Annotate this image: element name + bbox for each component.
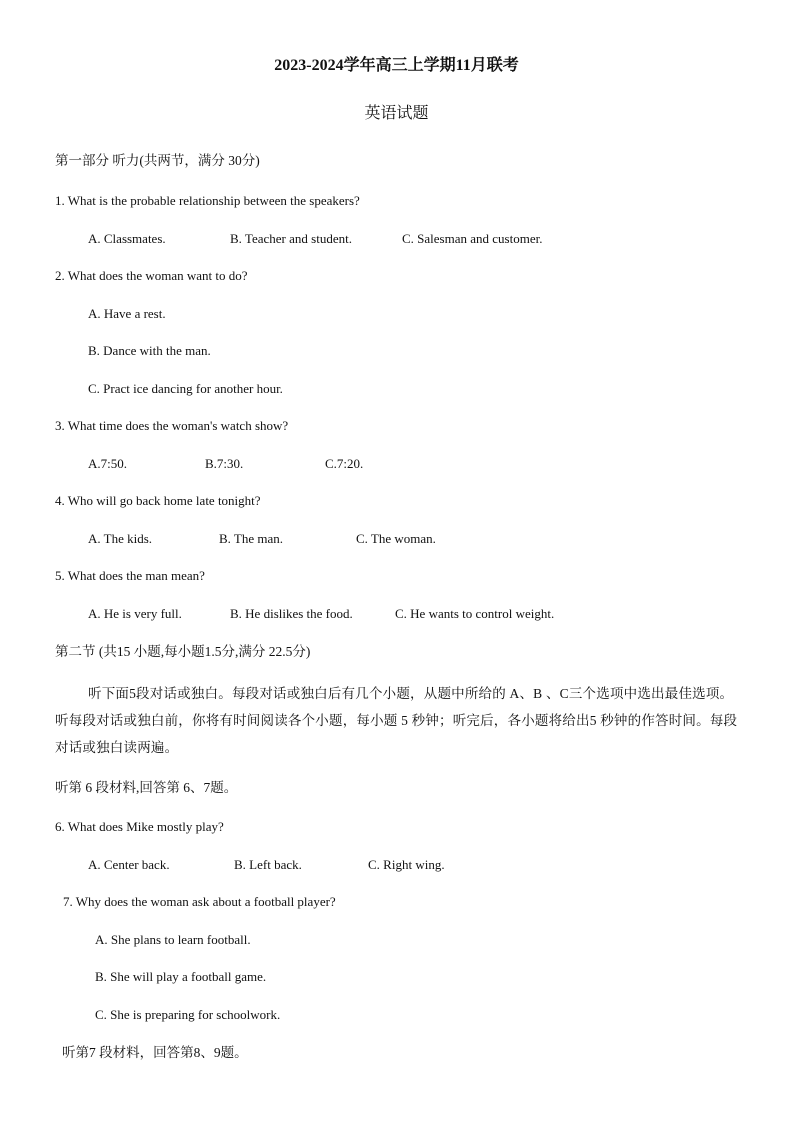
question-5-option-b: B. He dislikes the food.	[230, 606, 353, 621]
question-4-option-b: B. The man.	[219, 531, 284, 546]
question-6-stem: 6. What does Mike mostly play?	[55, 819, 224, 834]
question-5-option-c: C. He wants to control weight.	[395, 606, 555, 621]
question-2-option-c: C. Pract ice dancing for another hour.	[88, 381, 283, 396]
section-2-instructions: 听下面5段对话或独白。每段对话或独白后有几个小题，从题中所给的 A、B 、C三个选项中选出最佳选项。听每段对话或独白前，你将有时间阅读各个小题，每小题 5 秒钟；听完后，各小题将给出5 秒钟的作答时间。每段对话或独白读两遍。	[55, 686, 738, 755]
question-7-option-c: C. She is preparing for schoolwork.	[95, 1007, 281, 1022]
question-1-option-a: A. Classmates.	[88, 231, 166, 246]
question-7-stem: 7. Why does the woman ask about a football player?	[63, 894, 336, 909]
question-2-stem: 2. What does the woman want to do?	[55, 268, 248, 283]
section-2-heading: 第二节 (共15 小题,每小题1.5分,满分 22.5分)	[55, 644, 311, 659]
exam-title: 2023-2024学年高三上学期11月联考	[274, 57, 519, 74]
question-7-option-b: B. She will play a football game.	[95, 969, 267, 984]
exam-subtitle: 英语试题	[364, 105, 429, 122]
question-7-option-a: A. She plans to learn football.	[95, 932, 251, 947]
question-2-option-b: B. Dance with the man.	[88, 343, 211, 358]
question-6-option-a: A. Center back.	[88, 857, 170, 872]
question-3-option-c: C.7:20.	[325, 456, 364, 471]
question-4-option-c: C. The woman.	[356, 531, 436, 546]
question-3-stem: 3. What time does the woman's watch show?	[55, 418, 289, 433]
question-4-option-a: A. The kids.	[88, 531, 153, 546]
question-1-stem: 1. What is the probable relationship between the speakers?	[55, 193, 360, 208]
question-4-stem: 4. Who will go back home late tonight?	[55, 493, 261, 508]
question-5-stem: 5. What does the man mean?	[55, 568, 205, 583]
question-6-option-c: C. Right wing.	[368, 857, 445, 872]
question-6-option-b: B. Left back.	[234, 857, 302, 872]
question-1-option-c: C. Salesman and customer.	[402, 231, 543, 246]
material-6-note: 听第 6 段材料,回答第 6、7题。	[55, 780, 238, 795]
question-3-option-b: B.7:30.	[205, 456, 244, 471]
question-3-option-a: A.7:50.	[88, 456, 127, 471]
question-2-option-a: A. Have a rest.	[88, 306, 166, 321]
part1-heading: 第一部分 听力(共两节，满分 30分)	[55, 153, 260, 168]
question-5-option-a: A. He is very full.	[88, 606, 182, 621]
material-7-note: 听第7 段材料，回答第8、9题。	[62, 1045, 248, 1060]
question-1-option-b: B. Teacher and student.	[230, 231, 352, 246]
